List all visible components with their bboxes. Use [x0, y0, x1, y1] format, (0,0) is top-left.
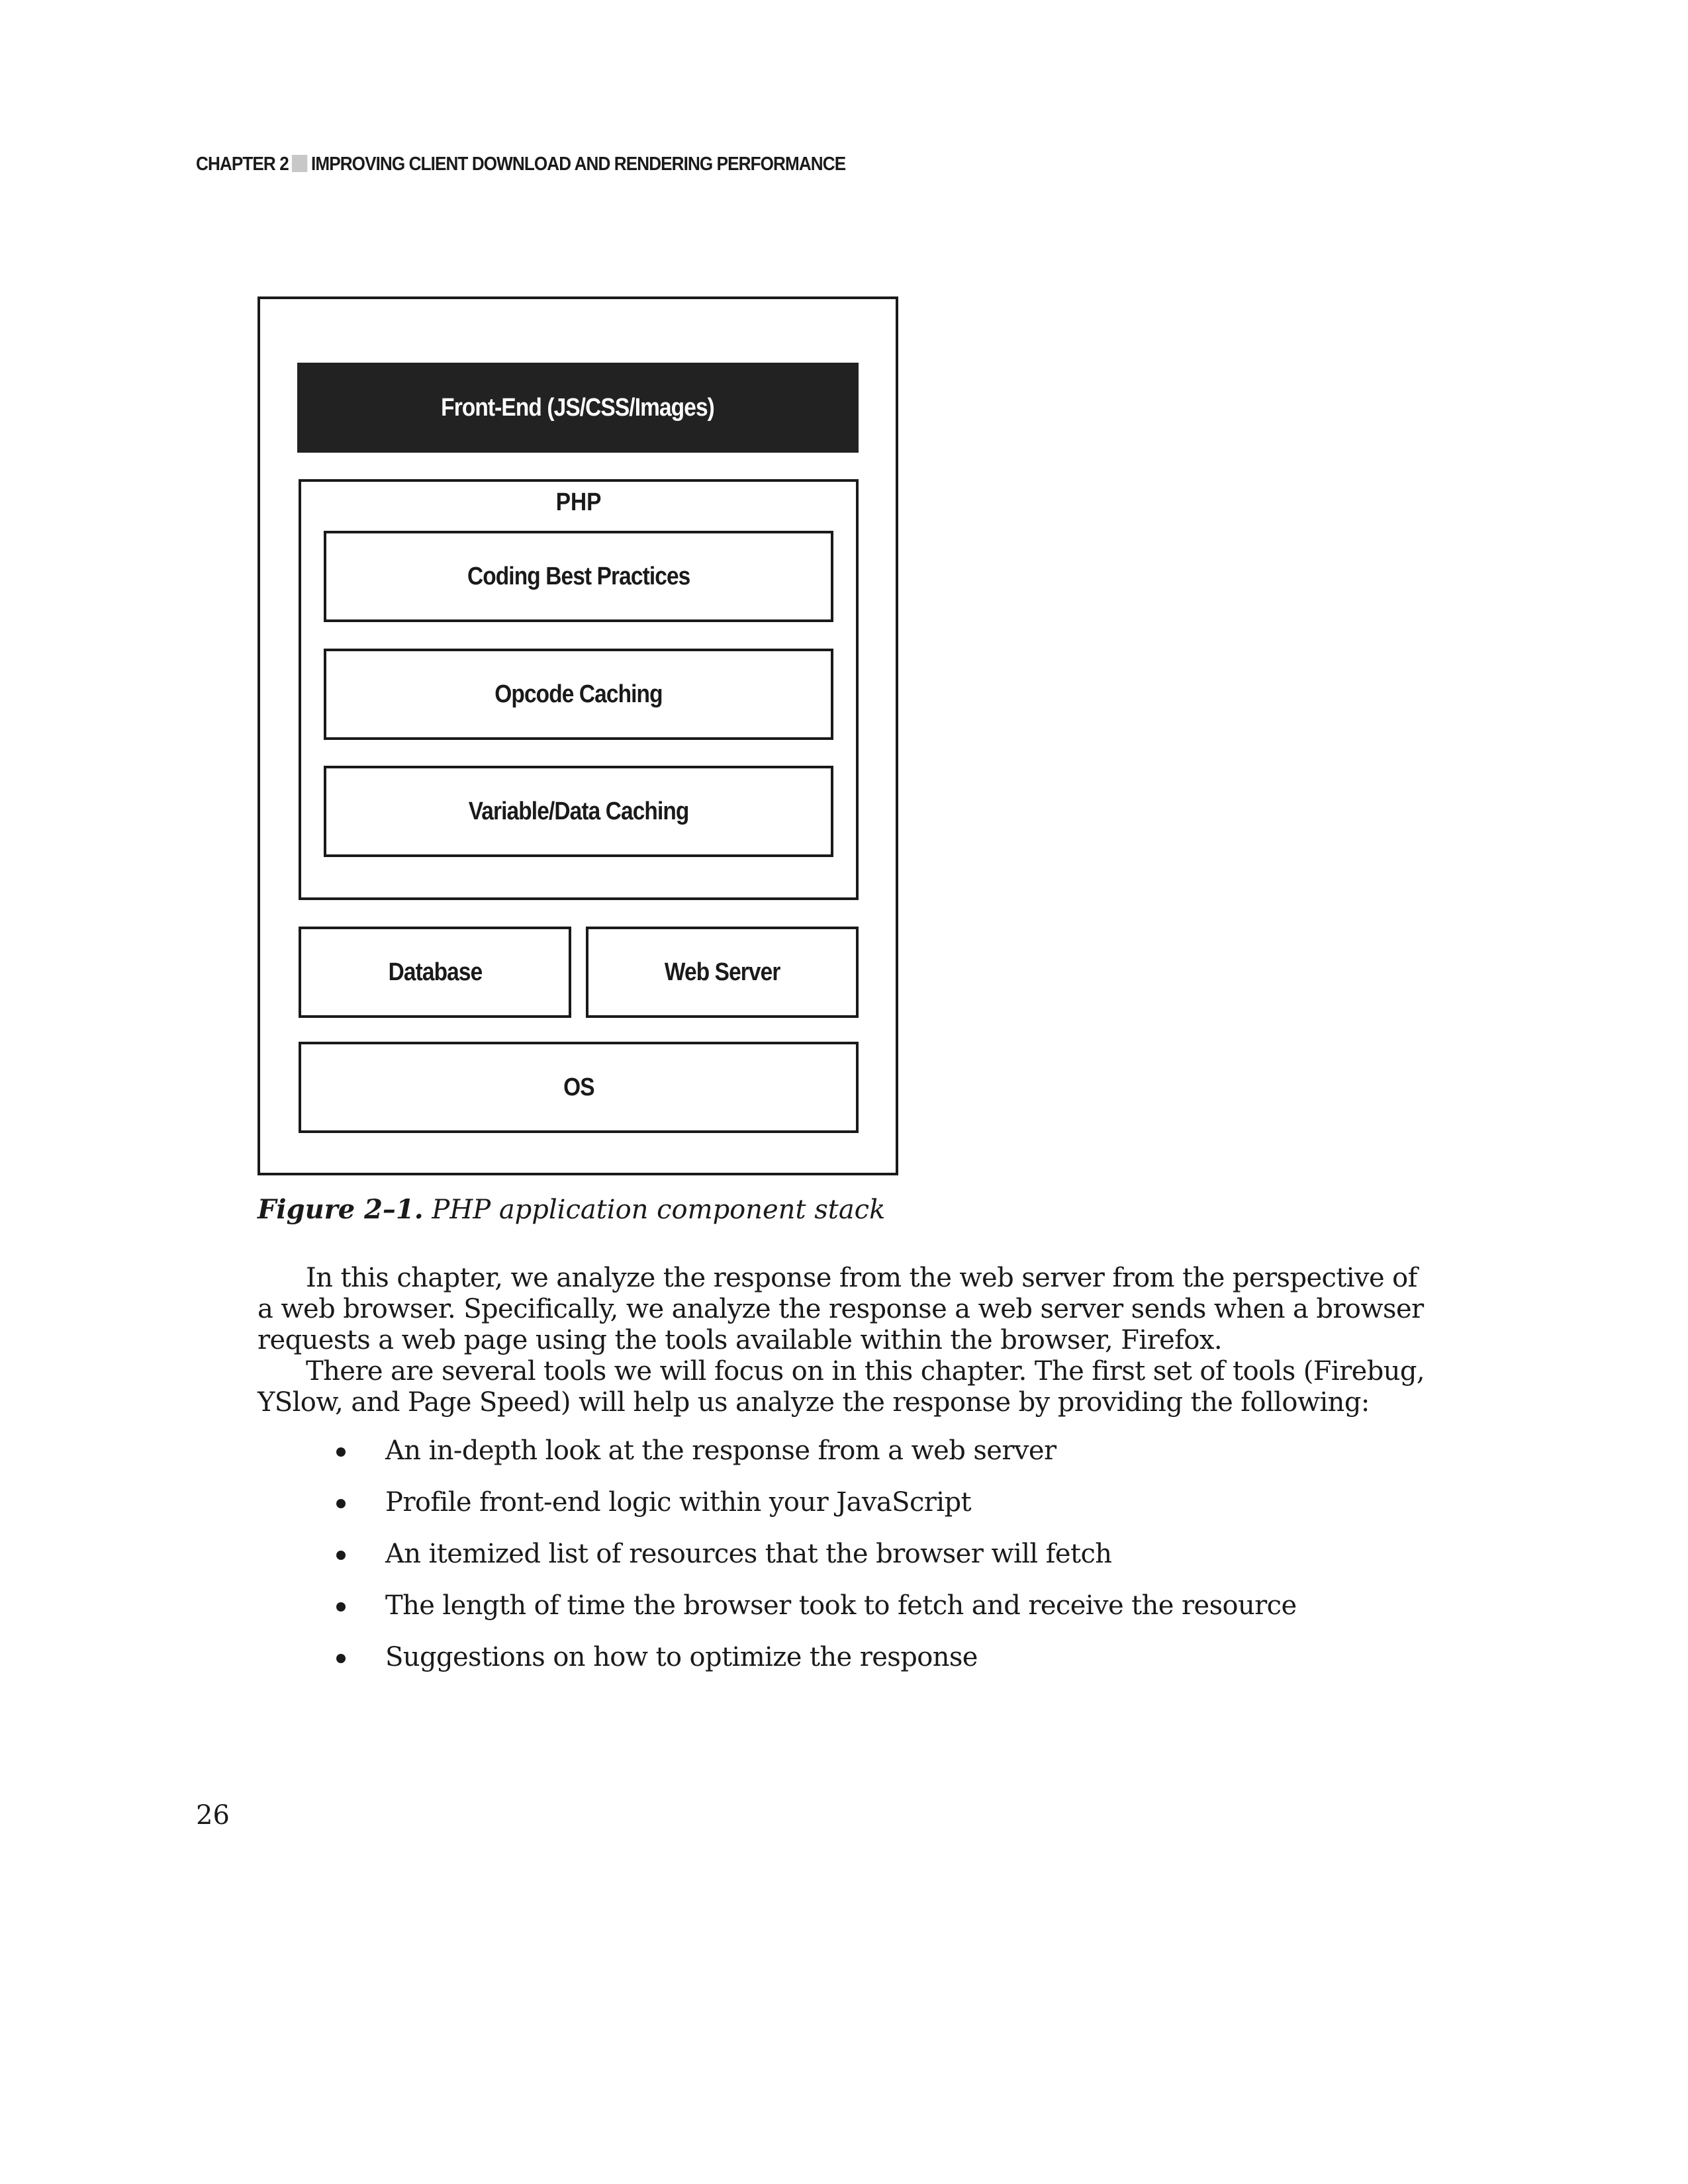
- front-end-label: Front-End (JS/CSS/Images): [441, 393, 715, 422]
- coding-best-practices-label: Coding Best Practices: [467, 562, 690, 590]
- os-label: OS: [563, 1073, 594, 1101]
- php-layer: [299, 479, 859, 900]
- list-item-text: The length of time the browser took to fetch and receive the resource: [385, 1590, 1297, 1621]
- front-end-layer: [297, 363, 859, 453]
- list-item-text: An in-depth look at the response from a web server: [385, 1435, 1056, 1466]
- bullet-icon: [336, 1602, 346, 1612]
- paragraph-2: [258, 1356, 1436, 1418]
- opcode-caching-box: [324, 649, 833, 740]
- os-box: [299, 1042, 859, 1133]
- php-label-wrap: [301, 488, 856, 517]
- figure-caption: [258, 1194, 885, 1225]
- list-item: [331, 1590, 1297, 1642]
- paragraph-2-text: There are several tools we will focus on in this chapter. The first set of tools (Firebug, YSlow, and Page Speed) will help us analyze the response by providing the following:: [258, 1356, 1425, 1418]
- php-label: PHP: [555, 488, 602, 516]
- chapter-label: CHAPTER 2: [196, 154, 289, 175]
- paragraph-1: [258, 1263, 1436, 1356]
- variable-data-caching-box: [324, 766, 833, 857]
- feature-list: [331, 1435, 1297, 1694]
- bullet-icon: [336, 1654, 346, 1663]
- page-number: 26: [196, 1800, 230, 1831]
- bullet-icon: [336, 1447, 346, 1457]
- chapter-title: IMPROVING CLIENT DOWNLOAD AND RENDERING PERFORMANCE: [311, 154, 846, 175]
- bullet-icon: [336, 1499, 346, 1508]
- figure-caption-number: Figure 2–1.: [258, 1194, 424, 1225]
- database-label: Database: [388, 958, 482, 986]
- opcode-caching-label: Opcode Caching: [494, 680, 663, 708]
- variable-data-caching-label: Variable/Data Caching: [468, 797, 689, 825]
- header-separator: [292, 155, 307, 172]
- database-box: [299, 927, 571, 1018]
- list-item-text: Suggestions on how to optimize the response: [385, 1642, 978, 1672]
- paragraph-1-text: In this chapter, we analyze the response from the web server from the perspective of a web browser. Specifically, we analyze the response a web server sends when a browser requests a web page using the tools available within the browser, Firefox.: [258, 1263, 1424, 1355]
- coding-best-practices-box: [324, 531, 833, 622]
- web-server-label: Web Server: [664, 958, 780, 986]
- list-item: [331, 1487, 1297, 1539]
- list-item-text: Profile front-end logic within your JavaScript: [385, 1487, 971, 1518]
- list-item-text: An itemized list of resources that the browser will fetch: [385, 1539, 1112, 1569]
- web-server-box: [586, 927, 859, 1018]
- list-item: [331, 1539, 1297, 1590]
- figure-component-stack: [258, 296, 898, 1175]
- figure-caption-text: PHP application component stack: [423, 1195, 886, 1225]
- running-header: [196, 154, 845, 175]
- bullet-icon: [336, 1551, 346, 1560]
- list-item: [331, 1435, 1297, 1487]
- list-item: [331, 1642, 1297, 1694]
